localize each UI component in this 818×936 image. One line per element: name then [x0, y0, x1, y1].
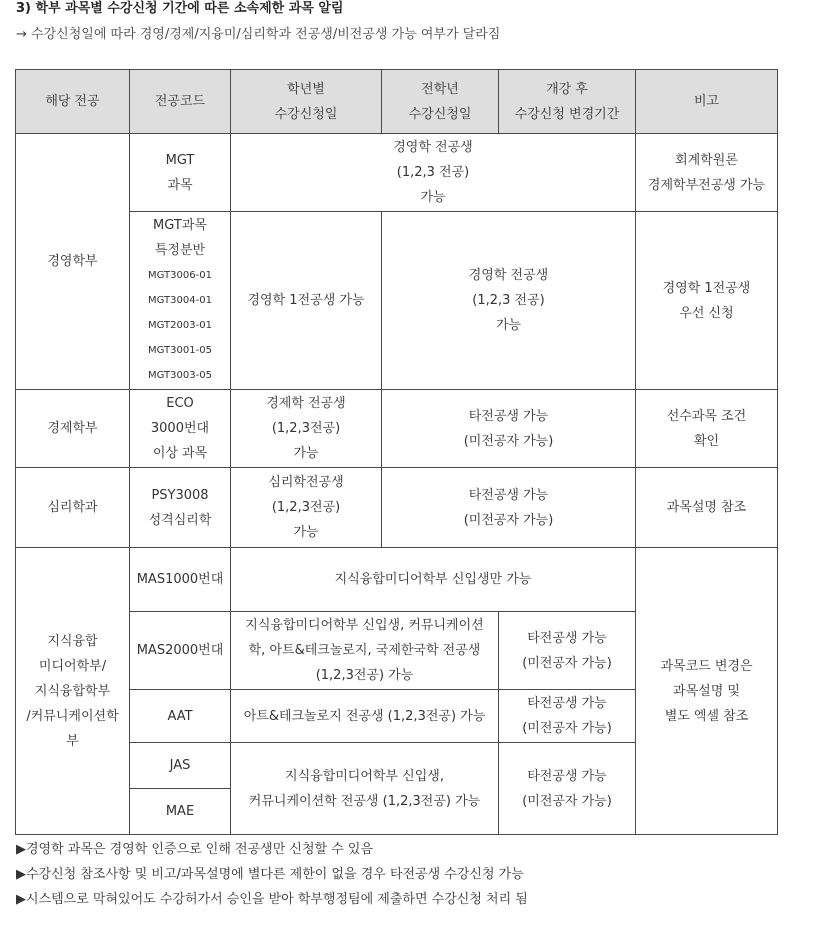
note-item: ▶시스템으로 막혀있어도 수강허가서 승인을 받아 학부행정팀에 제출하면 수강신청 처리 됨: [16, 892, 528, 907]
header-change-period: [499, 70, 636, 134]
code-cell-mgt-sections: [130, 212, 231, 390]
period-span-cell: [382, 468, 636, 548]
restriction-table: [15, 69, 778, 835]
period-line: 지식융합미디어학부 신입생,: [285, 768, 444, 784]
period-span-cell: 지식융합미디어학부 신입생만 가능: [231, 548, 636, 612]
table-row-psy: [16, 468, 778, 548]
major-line: 지식융합학부: [34, 683, 111, 699]
code-line: MGT: [165, 152, 195, 168]
period-line: 가능: [293, 525, 319, 540]
code-line: MGT과목: [153, 218, 207, 233]
code-cell-mgt: [130, 134, 231, 212]
header-all-period-line2: 수강신청일: [408, 106, 472, 122]
period-line: 학, 아트&테크놀로지, 국제한국학 전공생: [248, 643, 481, 658]
period-line: 타전공생 가능: [468, 487, 549, 503]
period-line: 가능: [420, 190, 446, 205]
change-period-cell: [499, 612, 636, 690]
period-line: 타전공생 가능: [527, 768, 607, 784]
period-line: (1,2,3전공) 가능: [315, 668, 414, 683]
period-span-cell: [382, 212, 636, 390]
change-period-cell: [499, 690, 636, 743]
remark-line: 우선 신청: [679, 305, 734, 321]
period-line: 타전공생 가능: [527, 630, 607, 646]
period-span-cell: [231, 134, 636, 212]
remark-cell: 과목설명 참조: [636, 468, 778, 548]
header-code: 전공코드: [130, 70, 231, 134]
remark-line: 경영학 1전공생: [662, 280, 751, 296]
section-code: MGT3004-01: [148, 295, 212, 306]
code-cell-eco: [130, 390, 231, 468]
grade-period-cell: [231, 468, 382, 548]
period-line: 가능: [293, 446, 319, 461]
period-span-cell: [231, 743, 499, 835]
code-line: 과목: [167, 177, 193, 193]
code-cell-mas1000: MAS1000번대: [130, 548, 231, 612]
period-line: 경영학 전공생: [393, 140, 473, 155]
period-line: (1,2,3 전공): [396, 165, 470, 180]
period-line: (미전공자 가능): [463, 433, 554, 449]
header-major: 해당 전공: [16, 70, 130, 134]
section-code: MGT3001-05: [148, 345, 212, 356]
header-remark: 비고: [636, 70, 778, 134]
header-row: [16, 70, 778, 134]
table-row-media-1: [16, 548, 778, 612]
period-line: (미전공자 가능): [522, 721, 612, 736]
code-line: 특정분반: [154, 243, 206, 258]
remark-line: 과목설명 및: [673, 683, 740, 699]
remark-line: 선수과목 조건: [666, 408, 747, 424]
section-code: MGT3003-05: [148, 370, 212, 381]
table-row-biz-2: [16, 212, 778, 390]
major-line: /커뮤니케이션학: [26, 708, 119, 724]
code-line: ECO: [166, 396, 194, 411]
grade-period-cell: [231, 390, 382, 468]
table-row-econ: [16, 390, 778, 468]
code-line: 이상 과목: [152, 446, 208, 461]
remark-line: 과목코드 변경은: [660, 658, 753, 674]
remark-line: 경제학부전공생 가능: [647, 177, 766, 193]
major-line: 미디어학부/: [38, 658, 107, 674]
period-line: 타전공생 가능: [468, 408, 549, 424]
section-code: MGT3006-01: [148, 270, 212, 281]
remark-line: 별도 엑셀 참조: [664, 708, 749, 724]
section-subnote: → 수강신청일에 따라 경영/경제/지융미/심리학과 전공생/비전공생 가능 여부가 달라짐: [16, 27, 501, 42]
major-cell-biz: 경영학부: [16, 134, 130, 390]
period-line: 커뮤니케이션학 전공생 (1,2,3전공) 가능: [248, 793, 481, 809]
period-line: (미전공자 가능): [522, 793, 612, 809]
code-line: 성격심리학: [148, 512, 212, 528]
period-line: (1,2,3전공): [271, 500, 341, 515]
code-cell-jas: JAS: [130, 743, 231, 789]
remark-cell-media: [636, 548, 778, 835]
remark-cell: [636, 134, 778, 212]
period-line: (1,2,3전공): [271, 421, 341, 436]
header-grade-period: [231, 70, 382, 134]
period-line: (1,2,3 전공): [472, 293, 545, 308]
period-line: (미전공자 가능): [522, 655, 612, 671]
period-line: (미전공자 가능): [463, 512, 554, 528]
header-change-period-line1: 개강 후: [546, 81, 588, 97]
major-cell-media: [16, 548, 130, 835]
header-all-period: [382, 70, 499, 134]
major-line: 부: [66, 733, 79, 749]
period-line: 타전공생 가능: [527, 696, 607, 711]
period-span-cell: 아트&테크놀로지 전공생 (1,2,3전공) 가능: [231, 690, 499, 743]
remark-cell: [636, 212, 778, 390]
period-line: 경제학 전공생: [266, 396, 346, 411]
code-line: 3000번대: [150, 421, 210, 436]
remark-line: 회계학원론: [675, 152, 738, 168]
major-cell-psy: 심리학과: [16, 468, 130, 548]
remark-line: 확인: [693, 433, 720, 449]
header-change-period-line2: 수강신청 변경기간: [514, 106, 620, 122]
code-cell-mae: MAE: [130, 789, 231, 835]
header-grade-period-line1: 학년별: [287, 81, 325, 97]
period-line: 심리학전공생: [268, 475, 344, 490]
section-heading: 3) 학부 과목별 수강신청 기간에 따른 소속제한 과목 알림: [16, 1, 344, 16]
note-item: ▶경영학 과목은 경영학 인증으로 인해 전공생만 신청할 수 있음: [16, 842, 374, 857]
code-cell-mas2000: MAS2000번대: [130, 612, 231, 690]
header-all-period-line1: 전학년: [421, 81, 459, 97]
change-period-cell: [499, 743, 636, 835]
period-line: 가능: [495, 318, 522, 333]
header-grade-period-line2: 수강신청일: [274, 106, 338, 122]
major-line: 지식융합: [47, 633, 98, 649]
period-line: 경영학 전공생: [468, 268, 549, 283]
table-row-biz-1: [16, 134, 778, 212]
note-item: ▶수강신청 참조사항 및 비고/과목설명에 별다른 제한이 없을 경우 타전공생 수강신청 가능: [16, 867, 524, 882]
period-line: 지식융합미디어학부 신입생, 커뮤니케이션: [245, 618, 484, 633]
remark-cell: [636, 390, 778, 468]
code-cell-aat: AAT: [130, 690, 231, 743]
major-cell-econ: 경제학부: [16, 390, 130, 468]
section-code: MGT2003-01: [148, 320, 212, 331]
code-cell-psy: [130, 468, 231, 548]
period-span-cell: [231, 612, 499, 690]
grade-period-cell: 경영학 1전공생 가능: [231, 212, 382, 390]
code-line: PSY3008: [151, 487, 209, 503]
period-span-cell: [382, 390, 636, 468]
